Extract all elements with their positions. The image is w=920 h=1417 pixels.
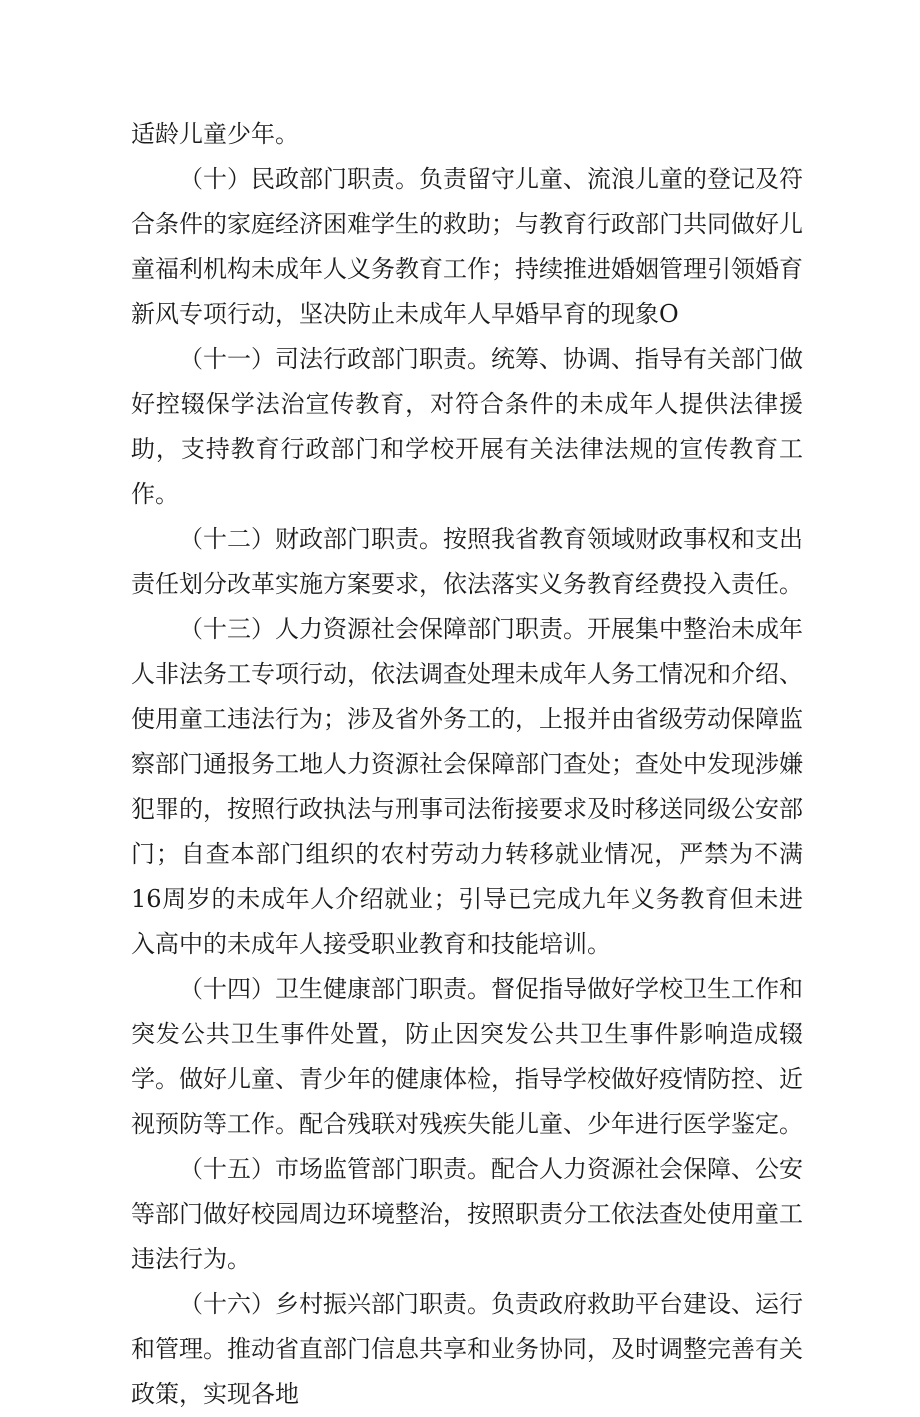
paragraph-judicial-administration: （十一）司法行政部门职责。统筹、协调、指导有关部门做好控辍保学法治宣传教育，对符合条件的未成年人提供法律援助，支持教育行政部门和学校开展有关法律法规的宣传教育工作。 bbox=[131, 345, 803, 508]
paragraph-human-resources: （十三）人力资源社会保障部门职责。开展集中整治未成年人非法务工专项行动，依法调查处理未成年人务工情况和介绍、使用童工违法行为；涉及省外务工的，上报并由省级劳动保障监察部门通报务工地人力资源社会保障部门查处；查处中发现涉嫌犯罪的，按照行政执法与刑事司法衔接要求及时移送同级公安部门；自查本部门组织的农村劳动力转移就业情况，严禁为不满16周岁的未成年人介绍就业；引导已完成九年义务教育但未进入高中的未成年人接受职业教育和技能培训。 bbox=[131, 615, 803, 958]
paragraph-continuation: 适龄儿童少年。 bbox=[131, 120, 299, 148]
paragraph-health: （十四）卫生健康部门职责。督促指导做好学校卫生工作和突发公共卫生事件处置，防止因突发公共卫生事件影响造成辍学。做好儿童、青少年的健康体检，指导学校做好疫情防控、近视预防等工作。配合残联对残疾失能儿童、少年进行医学鉴定。 bbox=[131, 975, 803, 1138]
paragraph-civil-affairs: （十）民政部门职责。负责留守儿童、流浪儿童的登记及符合条件的家庭经济困难学生的救助；与教育行政部门共同做好儿童福利机构未成年人义务教育工作；持续推进婚姻管理引领婚育新风专项行动，坚决防止未成年人早婚早育的现象O bbox=[131, 165, 803, 328]
paragraph-market-supervision: （十五）市场监管部门职责。配合人力资源社会保障、公安等部门做好校园周边环境整治，按照职责分工依法查处使用童工违法行为。 bbox=[131, 1155, 803, 1273]
document-body bbox=[131, 112, 803, 1417]
paragraph-rural-revitalization: （十六）乡村振兴部门职责。负责政府救助平台建设、运行和管理。推动省直部门信息共享和业务协同，及时调整完善有关政策，实现各地 bbox=[131, 1290, 803, 1408]
paragraph-finance: （十二）财政部门职责。按照我省教育领域财政事权和支出责任划分改革实施方案要求，依法落实义务教育经费投入责任。 bbox=[131, 525, 803, 598]
